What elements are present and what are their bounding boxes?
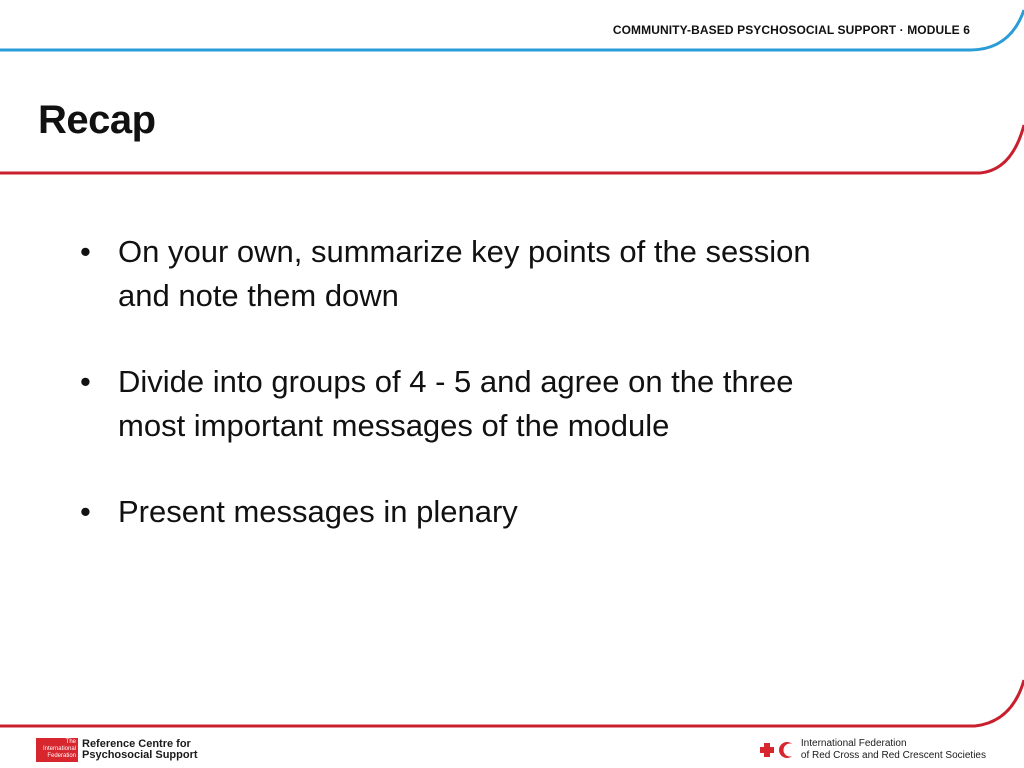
bullet-text: Divide into groups of 4 - 5 and agree on the three most important messages of the module <box>118 364 794 443</box>
bullet-marker: • <box>80 494 91 529</box>
bullet-marker: • <box>80 234 91 269</box>
bullet-item <box>80 490 860 534</box>
bullet-item <box>80 360 860 448</box>
red-cross-crescent-icon <box>758 740 796 760</box>
ifrc-text <box>801 738 986 762</box>
bullet-marker: • <box>80 364 91 399</box>
header-module-label: COMMUNITY-BASED PSYCHOSOCIAL SUPPORT · MODULE 6 <box>612 23 970 37</box>
bullet-text: On your own, summarize key points of the session and note them down <box>118 234 811 313</box>
bullet-list <box>80 230 860 576</box>
ifrc-text-line2: of Red Cross and Red Crescent Societies <box>800 750 986 761</box>
federation-logo-mark: The International Federation <box>36 738 78 762</box>
psychosocial-centre-logo <box>36 738 202 762</box>
ifrc-logo <box>758 738 986 762</box>
ifrc-text-line1: International Federation <box>800 738 907 749</box>
slide-title: Recap <box>38 98 156 142</box>
reference-centre-text: Reference Centre for Psychosocial Support <box>82 738 198 761</box>
footer-red-curve <box>0 680 1024 726</box>
bullet-item <box>80 230 860 318</box>
bullet-text: Present messages in plenary <box>118 494 518 529</box>
